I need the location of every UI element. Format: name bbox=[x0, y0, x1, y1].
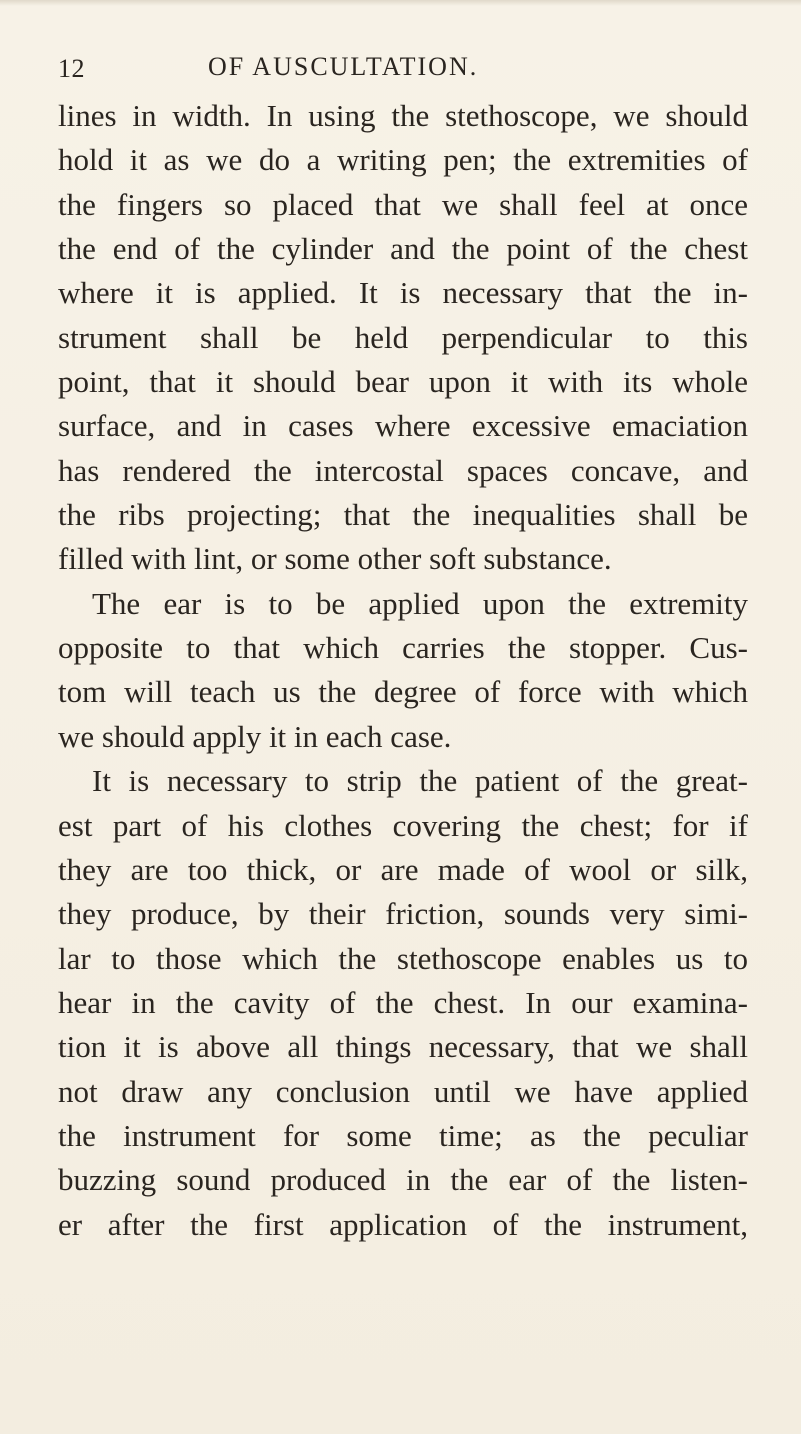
text-line: surface, and in cases where excessive emaciation bbox=[58, 408, 748, 444]
text-line: buzzing sound produced in the ear of the listen- bbox=[58, 1162, 748, 1198]
text-line: has rendered the intercostal spaces concave, and bbox=[58, 452, 748, 488]
paragraph-start-line: It is necessary to strip the patient of the great- bbox=[92, 763, 748, 799]
body-text bbox=[58, 94, 748, 1247]
text-line: the fingers so placed that we shall feel at once bbox=[58, 186, 748, 222]
text-line: lar to those which the stethoscope enables us to bbox=[58, 940, 748, 976]
text-line: they are too thick, or are made of wool or silk, bbox=[58, 851, 748, 887]
page-header bbox=[58, 52, 758, 92]
text-line: strument shall be held perpendicular to this bbox=[58, 319, 748, 355]
text-line: where it is applied. It is necessary that the in- bbox=[58, 275, 748, 311]
running-head: OF AUSCULTATION. bbox=[208, 52, 479, 81]
text-line: lines in width. In using the stethoscope, we should bbox=[58, 98, 748, 133]
text-line: the instrument for some time; as the peculiar bbox=[58, 1117, 748, 1153]
text-line: tom will teach us the degree of force with which bbox=[58, 674, 748, 710]
text-line: not draw any conclusion until we have applied bbox=[58, 1073, 748, 1109]
text-line: the ribs projecting; that the inequalities shall be bbox=[58, 497, 748, 533]
text-line: tion it is above all things necessary, that we shall bbox=[58, 1029, 748, 1065]
paragraph-start-line: The ear is to be applied upon the extremity bbox=[92, 585, 748, 621]
page-number: 12 bbox=[58, 54, 85, 83]
text-line: hear in the cavity of the chest. In our examina- bbox=[58, 984, 748, 1020]
page-top-edge bbox=[0, 0, 801, 6]
text-line: they produce, by their friction, sounds very simi- bbox=[58, 896, 748, 932]
text-line: filled with lint, or some other soft substance. bbox=[58, 541, 612, 577]
text-line: est part of his clothes covering the chest; for if bbox=[58, 807, 748, 843]
text-line: point, that it should bear upon it with its whole bbox=[58, 364, 748, 400]
text-line: we should apply it in each case. bbox=[58, 718, 452, 754]
text-line: er after the first application of the instrument, bbox=[58, 1206, 748, 1242]
text-line: hold it as we do a writing pen; the extremities of bbox=[58, 142, 748, 178]
text-line: the end of the cylinder and the point of the chest bbox=[58, 231, 748, 267]
text-line: opposite to that which carries the stopper. Cus- bbox=[58, 630, 748, 666]
